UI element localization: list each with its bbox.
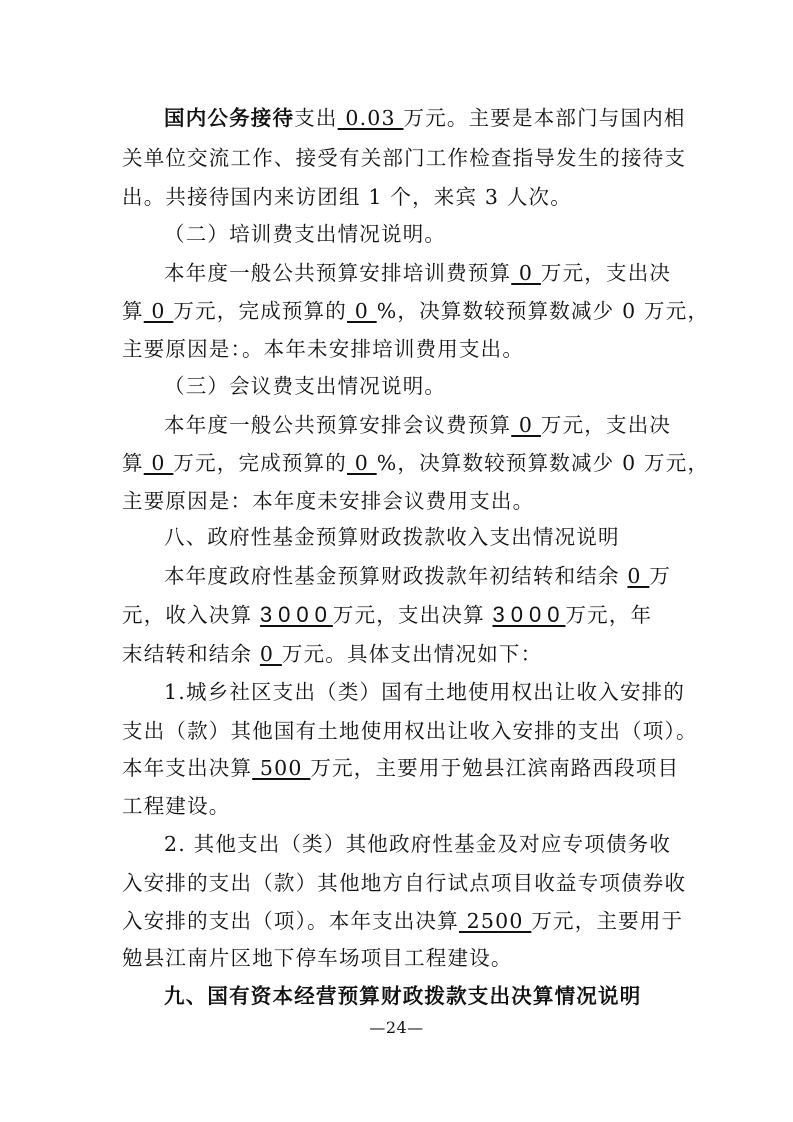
item-2-line-3: 入安排的支出（项）。本年支出决算 2500 万元，主要用于 [122, 909, 684, 933]
para-training-line-3: 主要原因是：。本年未安排培训费用支出。 [122, 337, 525, 361]
heading-section-9: 九、国有资本经营预算财政拨款支出决算情况说明 [164, 984, 642, 1008]
para-fund-line-3: 末结转和结余 0 万元。具体支出情况如下： [122, 642, 543, 666]
item-2-line-4: 勉县江南片区地下停车场项目工程建设。 [122, 946, 513, 970]
para-meeting-line-1: 本年度一般公共预算安排会议费预算 0 万元，支出决 [164, 413, 672, 437]
para-reception-line-2: 关单位交流工作、接受有关部门工作检查指导发生的接待支 [122, 146, 687, 170]
page-number: —24— [369, 1018, 424, 1037]
item-2-line-1: 2. 其他支出（类）其他政府性基金及对应专项债务收 [164, 832, 672, 856]
para-meeting-line-2: 算 0 万元，完成预算的 0 %，决算数较预算数减少 0 万元， [122, 451, 710, 475]
item-1-line-4: 工程建设。 [122, 794, 231, 818]
heading-section-8: 八、政府性基金预算财政拨款收入支出情况说明 [164, 525, 620, 549]
item-2-line-2: 入安排的支出（款）其他地方自行试点项目收益专项债券收 [122, 871, 687, 895]
para-training-line-1: 本年度一般公共预算安排培训费预算 0 万元，支出决 [164, 261, 672, 285]
para-fund-line-2: 元，收入决算 3000万元，支出决算 3000万元，年 [122, 602, 653, 627]
heading-meeting-fee: （三）会议费支出情况说明。 [164, 374, 447, 398]
item-1-line-1: 1.城乡社区支出（类）国有土地使用权出让收入安排的 [164, 680, 686, 704]
heading-training-fee: （二）培训费支出情况说明。 [164, 222, 447, 246]
para-training-line-2: 算 0 万元，完成预算的 0 %，决算数较预算数减少 0 万元， [122, 299, 710, 323]
para-reception-line-1: 国内公务接待支出 0.03 万元。主要是本部门与国内相 [164, 106, 686, 130]
item-1-line-3: 本年支出决算 500 万元，主要用于勉县江滨南路西段项目 [122, 756, 680, 780]
para-meeting-line-3: 主要原因是：本年度未安排会议费用支出。 [122, 489, 535, 513]
para-reception-line-3: 出。共接待国内来访团组 1 个，来宾 3 人次。 [122, 185, 572, 209]
item-1-line-2: 支出（款）其他国有土地使用权出让收入安排的支出（项）。 [122, 719, 698, 743]
para-fund-line-1: 本年度政府性基金预算财政拨款年初结转和结余 0 万 [164, 564, 672, 588]
